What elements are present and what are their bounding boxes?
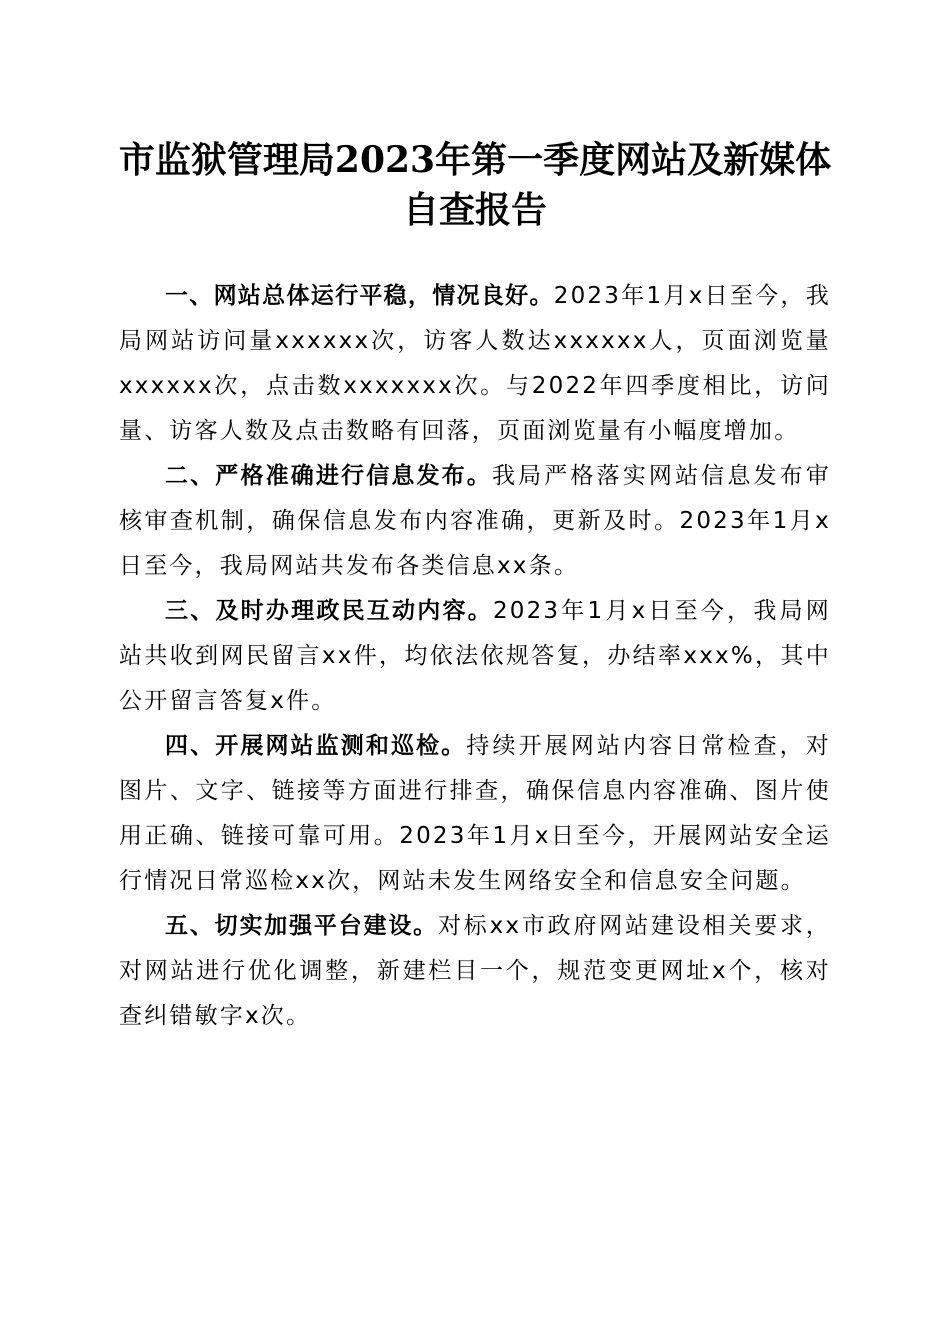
section-text-1: 2023年1月x日至今，我局网站访问量xxxxxx次，访客人数达xxxxxx人，页面浏览量xxxxxx次，点击数xxxxxxx次。与2022年四季度相比，访问量、访客人数及点击数略有回落，页面浏览量有小幅度增加。 <box>119 283 831 444</box>
document-body <box>119 274 831 1039</box>
section-text-4: 持续开展网站内容日常检查，对图片、文字、链接等方面进行排查，确保信息内容准确、图片使用正确、链接可靠可用。2023年1月x日至今，开展网站安全运行情况日常巡检xx次，网站未发生网络安全和信息安全问题。 <box>119 733 831 894</box>
title-line-2: 自查报告 <box>402 189 547 231</box>
section-paragraph-4 <box>119 724 831 904</box>
section-heading-5: 五、切实加强平台建设。 <box>165 913 438 939</box>
document-title <box>100 135 850 235</box>
section-heading-4: 四、开展网站监测和巡检。 <box>165 733 467 759</box>
section-text-3: 2023年1月x日至今，我局网站共收到网民留言xx件，均依法依规答复，办结率xxx%，其中公开留言答复x件。 <box>119 598 831 714</box>
title-line-1: 市监狱管理局2023年第一季度网站及新媒体 <box>118 139 832 181</box>
section-text-2: 我局严格落实网站信息发布审核审查机制，确保信息发布内容准确，更新及时。2023年1月x日至今，我局网站共发布各类信息xx条。 <box>119 463 831 579</box>
section-heading-1: 一、网站总体运行平稳，情况良好。 <box>165 283 554 309</box>
section-heading-3: 三、及时办理政民互动内容。 <box>165 598 493 624</box>
section-paragraph-2 <box>119 454 831 589</box>
section-text-5: 对标xx市政府网站建设相关要求，对网站进行优化调整，新建栏目一个，规范变更网址x个，核对查纠错敏字x次。 <box>119 913 831 1029</box>
section-paragraph-3 <box>119 589 831 724</box>
section-paragraph-5 <box>119 904 831 1039</box>
section-heading-2: 二、严格准确进行信息发布。 <box>165 463 492 489</box>
section-paragraph-1 <box>119 274 831 454</box>
